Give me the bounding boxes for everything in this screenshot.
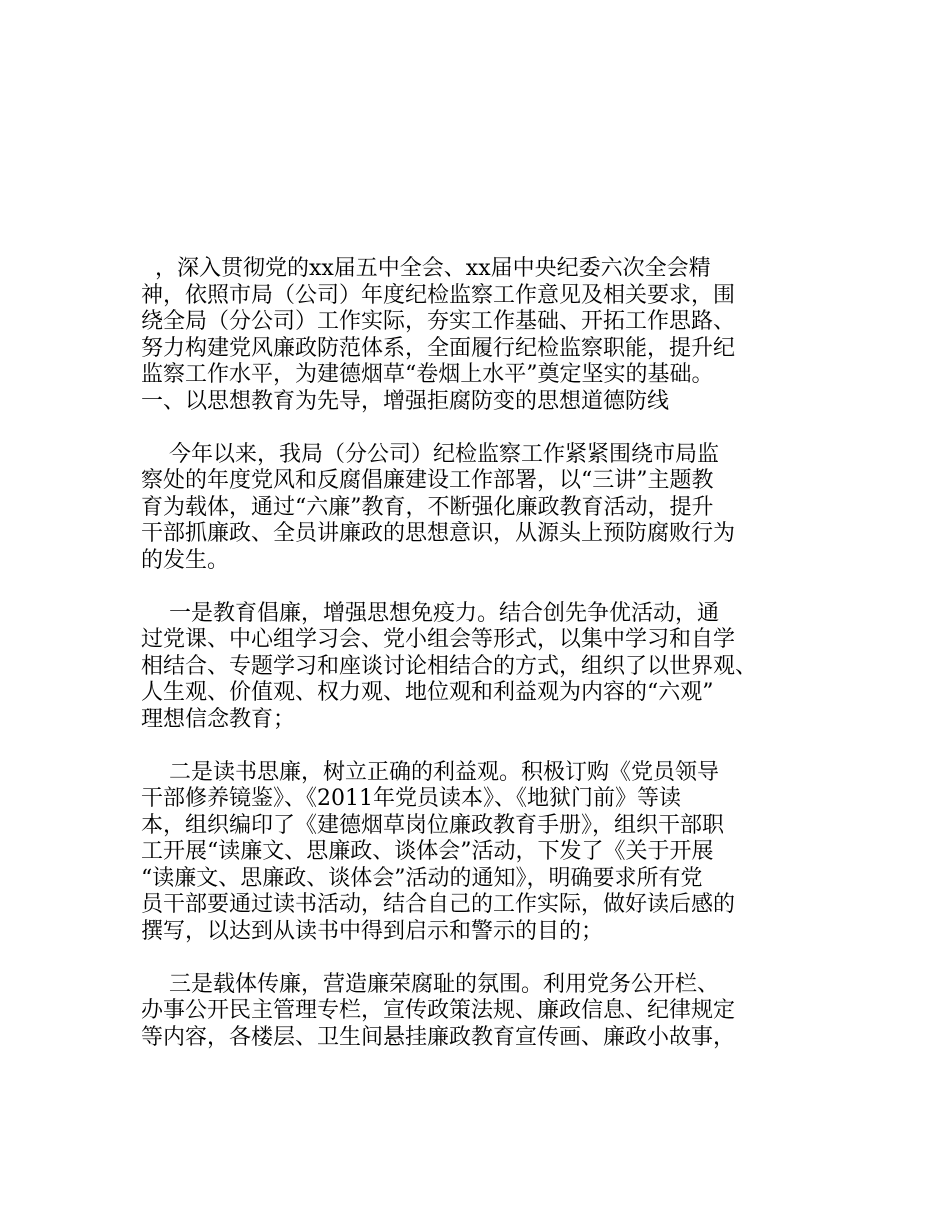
section-heading: 一、以思想教育为先导，增强拒腐防变的思想道德防线 <box>141 388 670 414</box>
text-line: 本，组织编印了《建德烟草岗位廉政教育手册》，组织干部职 <box>141 812 725 838</box>
text-line: 今年以来，我局（分公司）纪检监察工作紧紧围绕市局监 <box>141 441 719 467</box>
text-line: 三是载体传廉，营造廉荣腐耻的氛围。利用党务公开栏、 <box>141 971 719 997</box>
text-line: 努力构建党风廉政防范体系，全面履行纪检监察职能，提升纪 <box>141 335 736 361</box>
text-line: 等内容，各楼层、卫生间悬挂廉政教育宣传画、廉政小故事， <box>141 1024 736 1050</box>
text-line: “读廉文、思廉政、谈体会”活动的通知》，明确要求所有党 <box>141 865 703 891</box>
paragraph-intro <box>141 256 841 415</box>
text-line: 二是读书思廉，树立正确的利益观。积极订购《党员领导 <box>141 759 719 785</box>
text-line: 过党课、中心组学习会、党小组会等形式，以集中学习和自学 <box>141 627 736 652</box>
paragraph-gap <box>141 945 841 972</box>
paragraph-gap <box>141 415 841 442</box>
text-line: 理想信念教育； <box>141 706 296 732</box>
text-line: 育为载体，通过“六廉”教育，不断强化廉政教育活动，提升 <box>141 494 714 520</box>
text-line: 一是教育倡廉，增强思想免疫力。结合创先争优活动，通 <box>141 600 719 626</box>
text-line: 工开展“读廉文、思廉政、谈体会”活动，下发了《关于开展 <box>141 839 714 864</box>
paragraph-reading <box>141 760 841 946</box>
paragraph-carrier <box>141 972 841 1052</box>
text-line: 监察工作水平，为建德烟草“卷烟上水平”奠定坚实的基础。 <box>141 362 714 387</box>
text-line: 神，依照市局（公司）年度纪检监察工作意见及相关要求，围 <box>141 282 736 308</box>
paragraph-gap <box>141 574 841 601</box>
text-line: 人生观、价值观、权力观、地位观和利益观为内容的“六观” <box>141 680 714 705</box>
paragraph-gap <box>141 733 841 760</box>
text-line: 办事公开民主管理专栏，宣传政策法规、廉政信息、纪律规定 <box>141 998 736 1023</box>
text-line: 绕全局（分公司）工作实际，夯实工作基础、开拓工作思路、 <box>141 309 736 334</box>
paragraph-overview <box>141 442 841 575</box>
paragraph-education <box>141 601 841 734</box>
text-line: 的发生。 <box>141 547 230 573</box>
text-line: 撰写，以达到从读书中得到启示和警示的目的； <box>141 918 604 944</box>
text-line: 员干部要通过读书活动，结合自己的工作实际，做好读后感的 <box>141 892 736 917</box>
text-line: 干部抓廉政、全员讲廉政的思想意识，从源头上预防腐败行为 <box>141 521 736 546</box>
text-line: 相结合、专题学习和座谈讨论相结合的方式，组织了以世界观、 <box>141 653 758 679</box>
text-line: 干部修养镜鉴》、《2011年党员读本》、《地狱门前》等读 <box>141 786 681 811</box>
document-body <box>141 256 841 1051</box>
text-line: 察处的年度党风和反腐倡廉建设工作部署，以“三讲”主题教 <box>141 468 714 493</box>
text-line: ，深入贯彻党的xx届五中全会、xx届中央纪委六次全会精 <box>141 256 711 281</box>
